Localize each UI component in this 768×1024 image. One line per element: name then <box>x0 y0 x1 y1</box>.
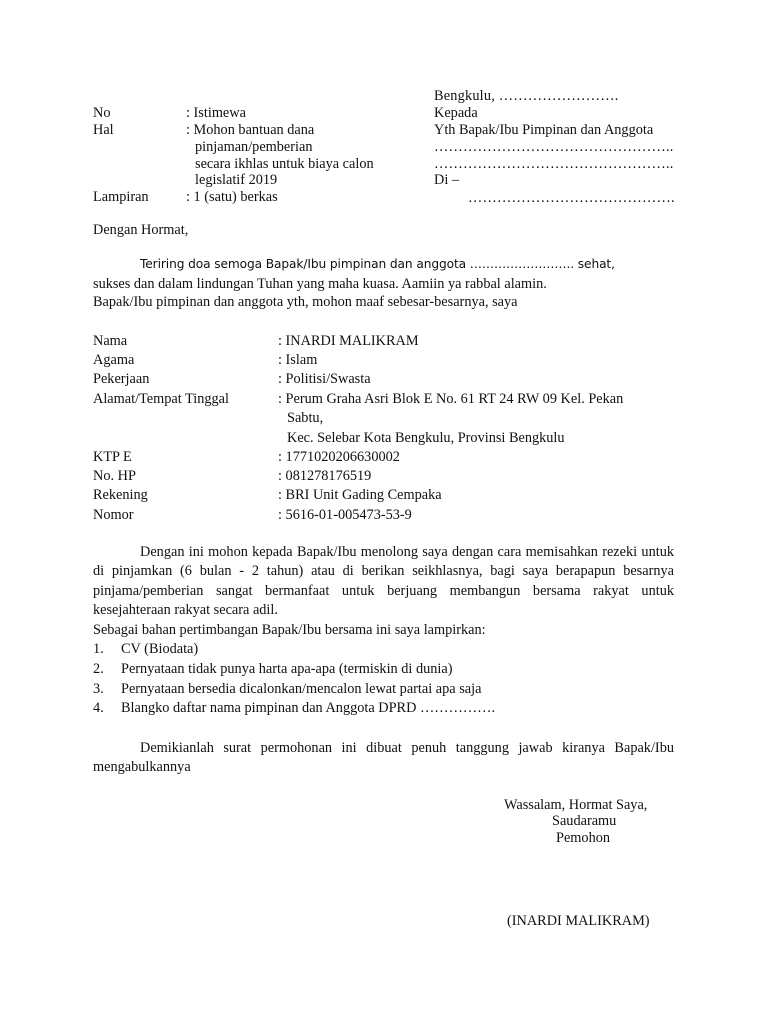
attachment-item: Blangko daftar nama pimpinan dan Anggota DPRD ……………. <box>121 700 496 716</box>
no-value: : Istimewa <box>186 105 246 121</box>
recipient-di: Di – <box>434 172 460 188</box>
attachment-item: CV (Biodata) <box>121 641 199 657</box>
identity-label: Pekerjaan <box>93 371 150 387</box>
identity-value: : Perum Graha Asri Blok E No. 61 RT 24 RW 09 Kel. Pekan <box>278 391 624 407</box>
identity-value: Sabtu, <box>287 410 324 426</box>
attachment-number: 4. <box>93 700 104 716</box>
identity-label: Rekening <box>93 487 148 503</box>
place-date: Bengkulu, ……………………. <box>434 88 619 104</box>
identity-label: KTP E <box>93 449 132 465</box>
attachment-number: 2. <box>93 661 104 677</box>
identity-label: Agama <box>93 352 135 368</box>
recipient-kepada: Kepada <box>434 105 478 121</box>
recipient-blank: ………………………………………….. <box>434 139 674 155</box>
hal-line: pinjaman/pemberian <box>195 139 313 155</box>
hal-line: : Mohon bantuan dana <box>186 122 315 138</box>
identity-value: Kec. Selebar Kota Bengkulu, Provinsi Bengkulu <box>287 430 565 446</box>
hal-line: secara ikhlas untuk biaya calon <box>195 156 374 172</box>
opening-line: Bapak/Ibu pimpinan dan anggota yth, mohon maaf sebesar-besarnya, saya <box>93 294 518 310</box>
identity-label: No. HP <box>93 468 136 484</box>
hal-line: legislatif 2019 <box>195 172 278 188</box>
identity-value: : 5616-01-005473-53-9 <box>278 507 412 523</box>
attachment-number: 3. <box>93 681 104 697</box>
attachment-number: 1. <box>93 641 104 657</box>
signer-name: (INARDI MALIKRAM) <box>507 913 650 929</box>
signoff-role: Pemohon <box>556 830 611 846</box>
identity-label: Alamat/Tempat Tinggal <box>93 391 230 407</box>
salutation: Dengan Hormat, <box>93 222 189 238</box>
identity-value: : 1771020206630002 <box>278 449 400 465</box>
lampiran-label: Lampiran <box>93 189 149 205</box>
signoff-greeting: Wassalam, Hormat Saya, <box>504 797 648 813</box>
identity-value: : 081278176519 <box>278 468 372 484</box>
recipient-blank: ………………………………………….. <box>434 156 674 172</box>
no-label: No <box>93 105 111 121</box>
request-paragraph: Dengan ini mohon kepada Bapak/Ibu menolong saya dengan cara memisahkan rezeki untuk di pinjamkan (6 bulan - 2 tahun) atau di berikan seikhlasnya, bagi saya berapapun besarnya pinjama/pemberian sangat bermanfaat untuk berjuang membangun bersama rakyat untuk kesejahteraan rakyat secara adil. <box>93 544 674 618</box>
attachment-item: Pernyataan tidak punya harta apa-apa (termiskin di dunia) <box>121 661 453 677</box>
attachment-item: Pernyataan bersedia dicalonkan/mencalon lewat partai apa saja <box>121 681 482 697</box>
signoff-relation: Saudaramu <box>552 813 617 829</box>
identity-value: : Politisi/Swasta <box>278 371 371 387</box>
opening-line: sukses dan dalam lindungan Tuhan yang maha kuasa. Aamiin ya rabbal alamin. <box>93 276 547 292</box>
identity-label: Nama <box>93 333 128 349</box>
identity-label: Nomor <box>93 507 134 523</box>
identity-value: : BRI Unit Gading Cempaka <box>278 487 442 503</box>
lampiran-value: : 1 (satu) berkas <box>186 189 278 205</box>
opening-line: Teriring doa semoga Bapak/Ibu pimpinan dan anggota …………………….. sehat, <box>140 257 615 271</box>
hal-label: Hal <box>93 122 114 138</box>
identity-value: : INARDI MALIKRAM <box>278 333 419 349</box>
recipient-blank: ……………………………………. <box>468 190 675 206</box>
closing-paragraph: Demikianlah surat permohonan ini dibuat penuh tanggung jawab kiranya Bapak/Ibu mengabulkannya <box>93 740 674 776</box>
recipient-yth: Yth Bapak/Ibu Pimpinan dan Anggota <box>434 122 654 138</box>
attachments-intro: Sebagai bahan pertimbangan Bapak/Ibu bersama ini saya lampirkan: <box>93 622 486 638</box>
identity-value: : Islam <box>278 352 318 368</box>
